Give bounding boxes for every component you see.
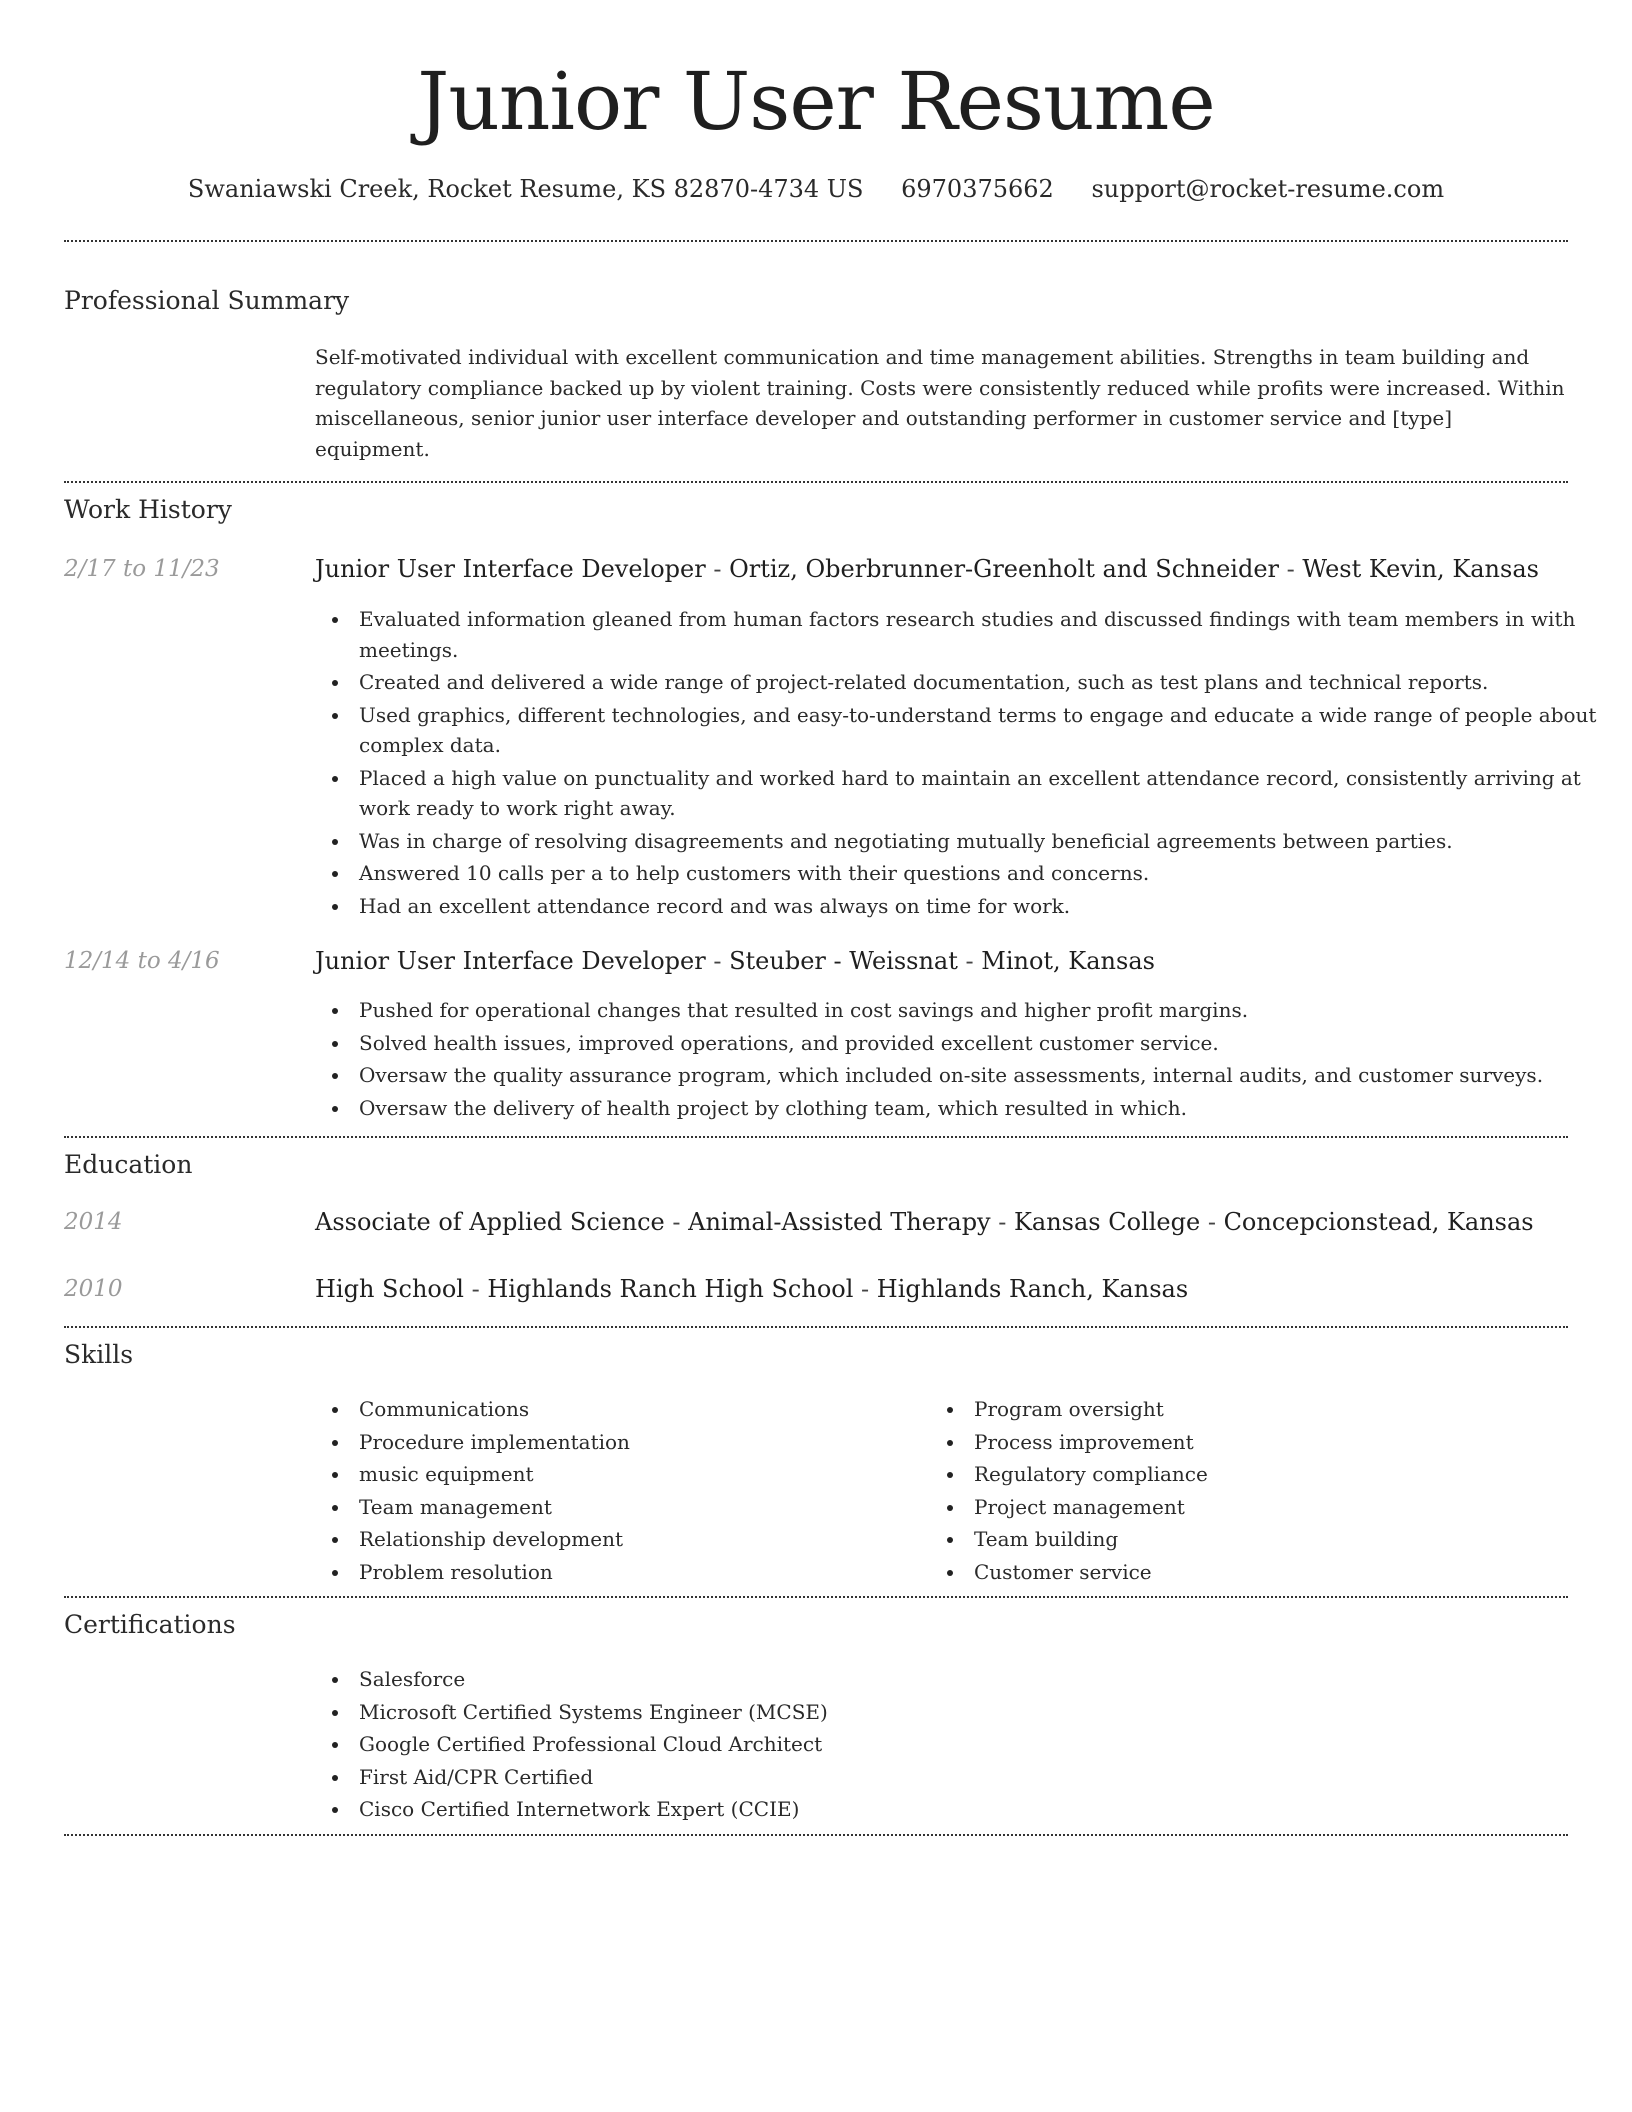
contact-email: support@rocket-resume.com (1091, 175, 1445, 203)
section-divider (64, 1136, 1568, 1138)
certification-item: First Aid/CPR Certified (359, 1762, 1609, 1793)
section-divider (64, 240, 1568, 242)
skill-item: Problem resolution (359, 1557, 919, 1588)
job-dates: 2/17 to 11/23 (64, 556, 220, 582)
section-title-certifications: Certifications (64, 1610, 236, 1639)
contact-phone: 6970375662 (901, 175, 1054, 203)
separator: - (463, 1275, 488, 1303)
education-location: Concepcionstead, Kansas (1223, 1208, 1534, 1236)
separator: - (853, 1275, 877, 1303)
job-location: Minot, Kansas (981, 947, 1155, 975)
skill-item: Process improvement (974, 1427, 1534, 1458)
contact-address: Swaniawski Creek, Rocket Resume, KS 82870-4734 US (187, 175, 864, 203)
section-divider (64, 481, 1568, 483)
list-item: Pushed for operational changes that resulted in cost savings and higher profit margins. (359, 995, 1609, 1026)
skills-list-right (930, 1394, 1534, 1587)
section-divider (64, 1596, 1568, 1598)
education-year: 2014 (64, 1209, 123, 1235)
education-heading (315, 1205, 1534, 1239)
job-location: West Kevin, Kansas (1302, 555, 1539, 583)
certification-item: Salesforce (359, 1664, 1609, 1695)
job-heading (315, 552, 1539, 586)
list-item: Evaluated information gleaned from human factors research studies and discussed findings with team members in with meetings. (359, 604, 1609, 665)
job-dates: 12/14 to 4/16 (64, 948, 220, 974)
skill-item: Communications (359, 1394, 919, 1425)
education-school: Highlands Ranch High School (487, 1275, 854, 1303)
certification-item: Microsoft Certified Systems Engineer (MCSE) (359, 1697, 1609, 1728)
education-heading (315, 1272, 1188, 1306)
summary-text: Self-motivated individual with excellent communication and time management abilities. Strengths in team building and regulatory compliance backed up by violent training. Costs were consistently reduced while profits were increased. Within miscellaneous, senior junior user interface developer and outstanding performer in customer service and [type] equipment. (315, 345, 1565, 461)
job-position: Junior User Interface Developer (315, 555, 706, 583)
job-duties-list (315, 604, 1609, 921)
candidate-name: Junior User Resume (417, 55, 1215, 148)
skill-item: Relationship development (359, 1524, 919, 1555)
skill-item: Program oversight (974, 1394, 1534, 1425)
contact-line (0, 172, 1632, 206)
skill-item: Customer service (974, 1557, 1534, 1588)
separator: - (957, 947, 982, 975)
skill-item: Team management (359, 1492, 919, 1523)
list-item: Solved health issues, improved operations, and provided excellent customer service. (359, 1028, 1609, 1059)
skill-item: Regulatory compliance (974, 1459, 1534, 1490)
education-degree: Associate of Applied Science (315, 1208, 665, 1236)
certification-item: Google Certified Professional Cloud Architect (359, 1729, 1609, 1760)
separator: - (990, 1208, 1014, 1236)
separator: - (1279, 555, 1303, 583)
section-title-skills: Skills (64, 1340, 134, 1369)
job-duties-list (315, 995, 1609, 1123)
section-title-education: Education (64, 1150, 193, 1179)
education-location: Highlands Ranch, Kansas (876, 1275, 1189, 1303)
job-heading (315, 944, 1155, 978)
list-item: Created and delivered a wide range of project-related documentation, such as test plans and technical reports. (359, 667, 1609, 698)
education-degree: High School (315, 1275, 464, 1303)
separator: - (705, 947, 730, 975)
skill-item: Procedure implementation (359, 1427, 919, 1458)
skill-item: Project management (974, 1492, 1534, 1523)
education-year: 2010 (64, 1276, 123, 1302)
education-school: Kansas College (1013, 1208, 1201, 1236)
separator: - (705, 555, 730, 583)
separator: - (664, 1208, 689, 1236)
job-company: Steuber - Weissnat (729, 947, 958, 975)
list-item: Oversaw the quality assurance program, which included on-site assessments, internal audits, and customer surveys. (359, 1060, 1609, 1091)
job-company: Ortiz, Oberbrunner-Greenholt and Schneider (729, 555, 1279, 583)
section-title-summary: Professional Summary (64, 286, 350, 315)
list-item: Placed a high value on punctuality and worked hard to maintain an excellent attendance record, consistently arriving at work ready to work right away. (359, 763, 1609, 824)
job-position: Junior User Interface Developer (315, 947, 706, 975)
section-divider (64, 1326, 1568, 1328)
list-item: Oversaw the delivery of health project by clothing team, which resulted in which. (359, 1093, 1609, 1124)
certifications-list (315, 1664, 1609, 1825)
list-item: Had an excellent attendance record and was always on time for work. (359, 891, 1609, 922)
certification-item: Cisco Certified Internetwork Expert (CCIE) (359, 1794, 1609, 1825)
education-field: Animal-Assisted Therapy (688, 1208, 991, 1236)
list-item: Answered 10 calls per a to help customers with their questions and concerns. (359, 858, 1609, 889)
skill-item: music equipment (359, 1459, 919, 1490)
separator: - (1200, 1208, 1224, 1236)
section-title-work-history: Work History (64, 495, 232, 524)
list-item: Used graphics, different technologies, and easy-to-understand terms to engage and educate a wide range of people about complex data. (359, 700, 1609, 761)
skills-list-left (315, 1394, 919, 1587)
skill-item: Team building (974, 1524, 1534, 1555)
section-divider (64, 1834, 1568, 1836)
list-item: Was in charge of resolving disagreements and negotiating mutually beneficial agreements between parties. (359, 826, 1609, 857)
